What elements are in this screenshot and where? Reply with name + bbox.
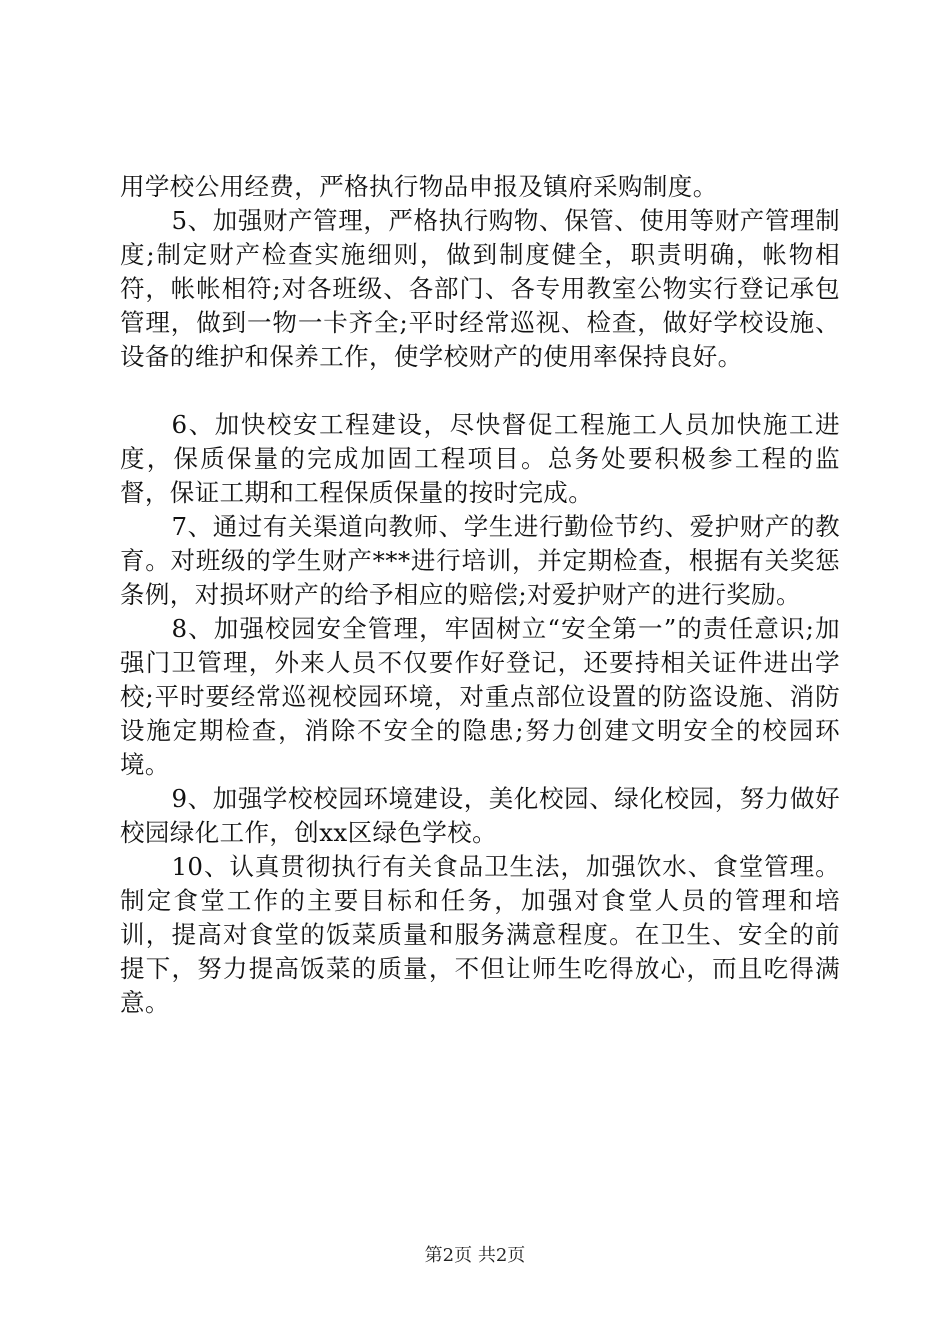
paragraph-item-10: 10、认真贯彻执行有关食品卫生法，加强饮水、食堂管理。制定食堂工作的主要目标和任务，加强对食堂人员的管理和培训，提高对食堂的饭菜质量和服务满意程度。在卫生、安全的前提下，努力提高饭菜的质量，不但让师生吃得放心，而且吃得满意。 — [120, 852, 840, 1017]
document-body — [120, 170, 840, 1020]
paragraph-item-6: 6、加快校安工程建设，尽快督促工程施工人员加快施工进度，保质保量的完成加固工程项目。总务处要积极参工程的监督，保证工期和工程保质保量的按时完成。 — [120, 410, 840, 507]
paragraph-continuation: 用学校公用经费，严格执行物品申报及镇府采购制度。 — [120, 172, 718, 201]
paragraph-item-9: 9、加强学校校园环境建设，美化校园、绿化校园，努力做好校园绿化工作，创xx区绿色学校。 — [120, 784, 840, 847]
paragraph-item-5: 5、加强财产管理，严格执行购物、保管、使用等财产管理制度;制定财产检查实施细则，做到制度健全，职责明确，帐物相符，帐帐相符;对各班级、各部门、各专用教室公物实行登记承包管理，做到一物一卡齐全;平时经常巡视、检查，做好学校设施、设备的维护和保养工作，使学校财产的使用率保持良好。 — [120, 206, 840, 371]
paragraph-item-7: 7、通过有关渠道向教师、学生进行勤俭节约、爱护财产的教育。对班级的学生财产***进行培训，并定期检查，根据有关奖惩条例，对损坏财产的给予相应的赔偿;对爱护财产的进行奖励。 — [120, 512, 840, 609]
paragraph-spacer — [120, 374, 840, 408]
paragraph-item-8: 8、加强校园安全管理，牢固树立“安全第一”的责任意识;加强门卫管理，外来人员不仅要作好登记，还要持相关证件进出学校;平时要经常巡视校园环境，对重点部位设置的防盗设施、消防设施定期检查，消除不安全的隐患;努力创建文明安全的校园环境。 — [120, 614, 840, 779]
page-number-footer: 第2页 共2页 — [424, 1245, 526, 1266]
